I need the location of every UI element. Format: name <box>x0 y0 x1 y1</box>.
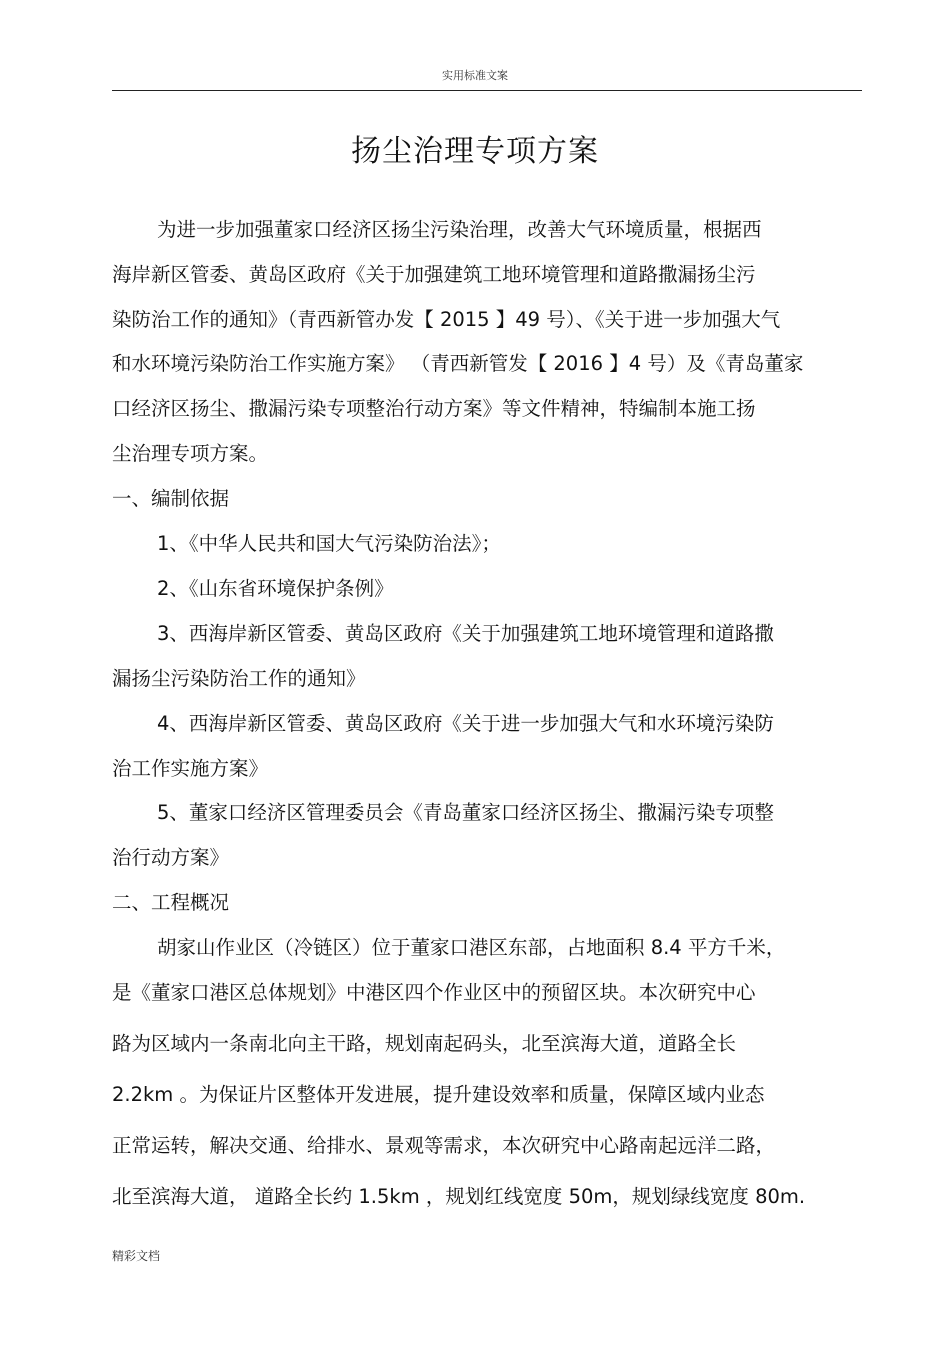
basis-item-2: 2、《山东省环境保护条例》 <box>157 577 394 600</box>
header-divider <box>112 90 862 91</box>
document-title: 扬尘治理专项方案 <box>351 134 599 169</box>
overview-line-2: 是《董家口港区总体规划》中港区四个作业区中的预留区块。本次研究中心 <box>112 981 756 1004</box>
intro-line-1: 为进一步加强董家口经济区扬尘污染治理，改善大气环境质量，根据西 <box>157 218 762 241</box>
intro-line-3: 染防治工作的通知》（青西新管办发【 2015 】49 号）、《关于进一步加强大气 <box>112 308 781 331</box>
overview-line-4: 2.2km 。为保证片区整体开发进展，提升建设效率和质量，保障区域内业态 <box>112 1083 765 1106</box>
overview-line-6: 北至滨海大道， 道路全长约 1.5km ，规划红线宽度 50m，规划绿线宽度 80m. <box>112 1185 806 1208</box>
page-header: 实用标准文案 <box>442 69 508 82</box>
intro-line-6: 尘治理专项方案。 <box>112 442 269 465</box>
basis-item-5-line-1: 5、董家口经济区管理委员会《青岛董家口经济区扬尘、撒漏污染专项整 <box>157 801 774 824</box>
overview-line-1: 胡家山作业区（冷链区）位于董家口港区东部，占地面积 8.4 平方千米， <box>157 936 786 959</box>
basis-item-3-line-1: 3、西海岸新区管委、黄岛区政府《关于加强建筑工地环境管理和道路撒 <box>157 622 774 645</box>
page-footer: 精彩文档 <box>112 1249 161 1263</box>
intro-line-4: 和水环境污染防治工作实施方案》 （青西新管发【 2016 】4 号）及《青岛董家 <box>112 352 804 375</box>
overview-line-5: 正常运转，解决交通、给排水、景观等需求，本次研究中心路南起远洋二路， <box>112 1134 776 1157</box>
basis-item-5-line-2: 治行动方案》 <box>112 846 230 869</box>
basis-item-3-line-2: 漏扬尘污染防治工作的通知》 <box>112 667 366 690</box>
overview-line-3: 路为区域内一条南北向主干路，规划南起码头，北至滨海大道，道路全长 <box>112 1032 737 1055</box>
intro-line-2: 海岸新区管委、黄岛区政府《关于加强建筑工地环境管理和道路撒漏扬尘污 <box>112 263 756 286</box>
section-heading-overview: 二、工程概况 <box>112 891 230 914</box>
basis-item-1: 1、《中华人民共和国大气污染防治法》； <box>157 532 501 555</box>
section-heading-basis: 一、编制依据 <box>112 487 230 510</box>
basis-item-4-line-1: 4、西海岸新区管委、黄岛区政府《关于进一步加强大气和水环境污染防 <box>157 712 774 735</box>
basis-item-4-line-2: 治工作实施方案》 <box>112 757 269 780</box>
intro-line-5: 口经济区扬尘、撒漏污染专项整治行动方案》等文件精神，特编制本施工扬 <box>112 397 756 420</box>
